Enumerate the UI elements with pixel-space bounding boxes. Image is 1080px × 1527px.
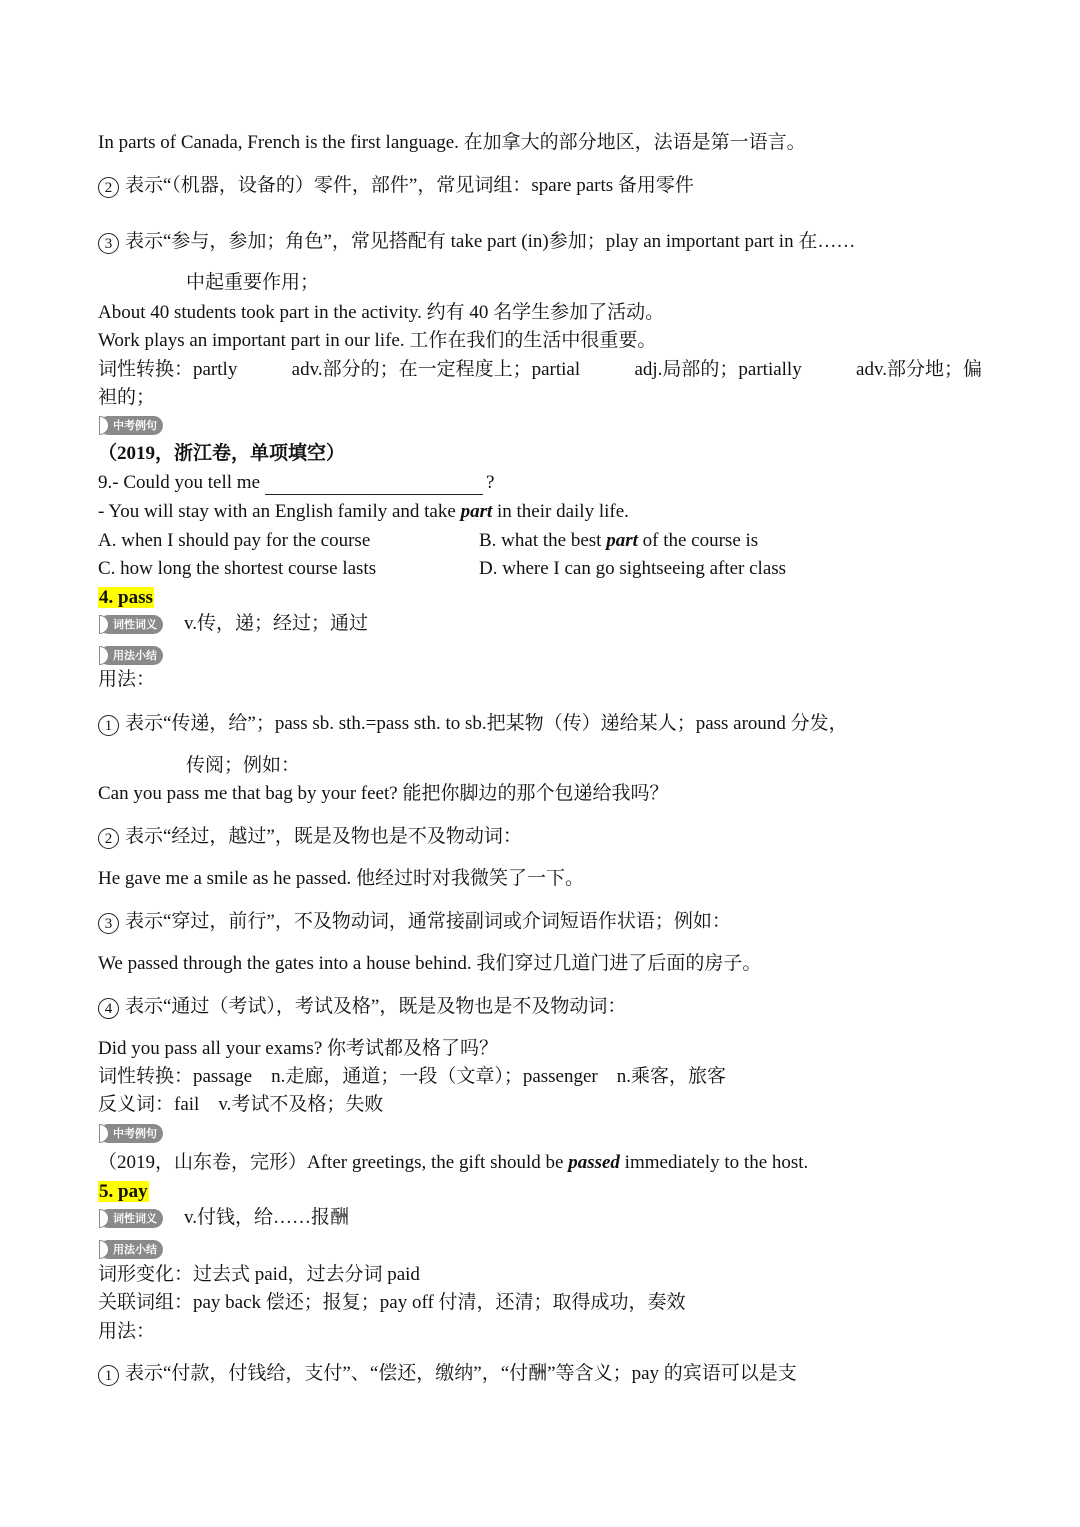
usage-item: [98, 995, 626, 1019]
example-sentence: [98, 867, 584, 891]
option-c: C. how long the shortest course lasts: [98, 558, 377, 579]
keyword: part: [606, 530, 638, 551]
answer-blank: [265, 476, 483, 495]
question-line: [98, 471, 494, 495]
usage-text: 表示“穿过，前行”，不及物动词，通常接副词或介词短语作状语；例如：: [125, 911, 731, 932]
antonym-line: 反义词：fail v.考试不及格；失败: [98, 1094, 384, 1115]
exam-example-badge: 中考例句: [99, 1124, 163, 1143]
exam-example-badge: 中考例句: [99, 416, 163, 435]
question-mark: ?: [486, 472, 495, 493]
usage-text: 表示“（机器，设备的）零件，部件”，常见词组：spare parts 备用零件: [125, 175, 694, 196]
circled-number: 3: [98, 913, 119, 934]
example-cn: 约有 40 名学生参加了活动。: [426, 302, 665, 323]
usage-text: 表示“参与，参加；角色”，常见搭配有 take part (in)参加；play an important part in 在……: [125, 231, 856, 252]
answer-line: [98, 500, 629, 524]
usage-item: [98, 825, 522, 849]
conversion-line: 词性转换：passage n.走廊，通道；一段（文章）；passenger n.乘客，旅客: [98, 1066, 727, 1087]
option-d: D. where I can go sightseeing after class: [479, 558, 787, 579]
circled-number: 1: [98, 1365, 119, 1386]
circled-number: 4: [98, 998, 119, 1019]
example-en: Can you pass me that bag by your feet?: [98, 783, 398, 804]
option-a: A. when I should pay for the course: [98, 530, 371, 551]
usage-text: 表示“付款，付钱给，支付”、“偿还，缴纳”，“付酬”等含义；pay 的宾语可以是支: [125, 1363, 797, 1384]
option-text: of the course is: [642, 530, 759, 551]
heading-text: 5. pay: [99, 1181, 148, 1202]
conversion-continuation: 袒的；: [98, 387, 156, 408]
usage-text: 表示“通过（考试），考试及格”，既是及物也是不及物动词：: [125, 996, 627, 1017]
word-meaning: v.付钱，给……报酬: [184, 1207, 350, 1228]
example-en: He gave me a smile as he passed.: [98, 868, 352, 889]
example-en: We passed through the gates into a house behind.: [98, 953, 472, 974]
example-en: Work plays an important part in our life.: [98, 330, 405, 351]
related-phrases: 关联词组：pay back 偿还；报复；pay off 付清，还清；取得成功，奏效: [98, 1292, 686, 1313]
exam-example: [98, 1151, 808, 1175]
part-of-speech-badge: 词性词义: [99, 1209, 163, 1228]
usage-item: [98, 1362, 797, 1386]
conversion-part: adj.局部的；partially: [634, 359, 802, 380]
part-of-speech-badge: 词性词义: [99, 615, 163, 634]
usage-label: 用法：: [98, 669, 156, 690]
example-cn: 工作在我们的生活中很重要。: [409, 330, 657, 351]
keyword: passed: [568, 1152, 620, 1173]
example-cn: 能把你脚边的那个包递给我吗？: [402, 783, 669, 804]
circled-number: 3: [98, 233, 119, 254]
option-b: [479, 529, 758, 553]
option-text: B. what the best: [479, 530, 602, 551]
example-sentence: [98, 301, 664, 325]
usage-text: 表示“经过，越过”，既是及物也是不及物动词：: [125, 826, 522, 847]
answer-text: - You will stay with an English family and take: [98, 501, 456, 522]
example-sentence: [98, 952, 761, 976]
example-en: About 40 students took part in the activity.: [98, 302, 422, 323]
word-forms: 词形变化：过去式 paid，过去分词 paid: [98, 1264, 420, 1285]
word-heading: [98, 1180, 149, 1204]
heading-text: 4. pass: [99, 587, 153, 608]
word-meaning: v.传，递；经过；通过: [184, 613, 369, 634]
example-cn: 你考试都及格了吗？: [327, 1038, 499, 1059]
example-cn: 他经过时对我微笑了一下。: [356, 868, 585, 889]
usage-item: [98, 230, 855, 254]
keyword: part: [460, 501, 493, 522]
conversion-part: 词性转换：partly: [98, 359, 238, 380]
circled-number: 2: [98, 177, 119, 198]
conversion-part: adv.部分的；在一定程度上；partial: [291, 359, 581, 380]
example-en: In parts of Canada, French is the first language.: [98, 132, 459, 153]
usage-item: [98, 712, 848, 736]
usage-label: 用法：: [98, 1321, 156, 1342]
example-sentence: [98, 1037, 498, 1061]
example-sentence: [98, 782, 668, 806]
circled-number: 1: [98, 715, 119, 736]
conversion-part: adv.部分地；偏: [856, 359, 982, 380]
usage-continuation: 中起重要作用；: [186, 272, 320, 293]
example-cn: 在加拿大的部分地区，法语是第一语言。: [463, 132, 806, 153]
usage-text: 表示“传递，给”；pass sb. sth.=pass sth. to sb.把某物（传）递给某人；pass around 分发，: [125, 713, 848, 734]
example-sentence: [98, 329, 656, 353]
example-cn: 我们穿过几道门进了后面的房子。: [476, 953, 762, 974]
usage-item: [98, 910, 731, 934]
exam-text: （2019，山东卷，完形）After greetings, the gift should be: [98, 1152, 564, 1173]
usage-summary-badge: 用法小结: [99, 1240, 163, 1259]
word-heading: [98, 586, 154, 610]
question-text: 9.- Could you tell me: [98, 472, 261, 493]
example-sentence: [98, 131, 806, 155]
circled-number: 2: [98, 828, 119, 849]
example-en: Did you pass all your exams?: [98, 1038, 323, 1059]
answer-text: in their daily life.: [497, 501, 629, 522]
conversion-line: [98, 358, 982, 382]
exam-text: immediately to the host.: [624, 1152, 809, 1173]
usage-continuation: 传阅；例如：: [186, 755, 301, 776]
usage-item: [98, 174, 694, 198]
exam-source: （2019，浙江卷，单项填空）: [98, 443, 346, 464]
usage-summary-badge: 用法小结: [99, 646, 163, 665]
